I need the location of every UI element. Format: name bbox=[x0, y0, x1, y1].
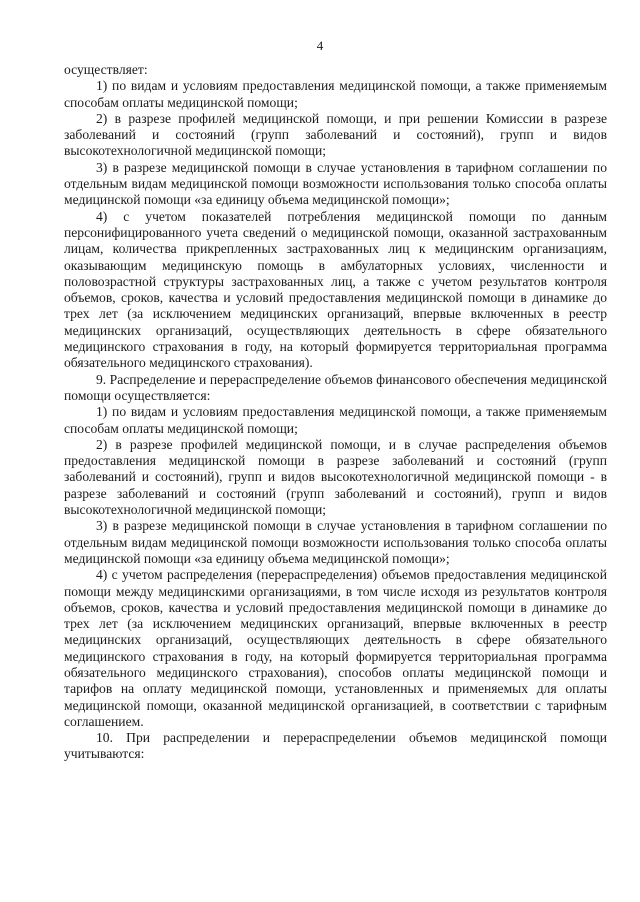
paragraph: 3) в разрезе медицинской помощи в случае установления в тарифном соглашении по отдельным видам медицинской помощи возможности использования только способа оплаты медицинской помощи «за единицу объема медицинской помощи»; bbox=[64, 159, 607, 208]
document-body bbox=[64, 62, 607, 763]
paragraph: 3) в разрезе медицинской помощи в случае установления в тарифном соглашении по отдельным видам медицинской помощи возможности использования только способа оплаты медицинской помощи «за единицу объема медицинской помощи»; bbox=[64, 518, 607, 566]
paragraph: 4) с учетом показателей потребления медицинской помощи по данным персонифицированного учета сведений о медицинской помощи, оказанной застрахованным лицам, количества прикрепленных застрахованных лиц к медицинским организациям, оказывающим медицинскую помощь в амбулаторных условиях, численности и половозрастной структуры застрахованных лиц, а также с учетом результатов контроля объемов, сроков, качества и условий предоставления медицинской помощи в динамике до трех лет (за исключением медицинских организаций, впервые включенных в реестр медицинских организаций, осуществляющих деятельность в сфере обязательного медицинского страхования в году, на который формируется территориальная программа обязательного медицинского страхования). bbox=[64, 208, 607, 371]
paragraph: осуществляет: bbox=[64, 62, 148, 77]
paragraph: 4) с учетом распределения (перераспределения) объемов предоставления медицинской помощи между медицинскими организациями, в том числе исходя из результатов контроля объемов, сроков, качества и условий предоставления медицинской помощи в динамике до трех лет (за исключением медицинских организаций, впервые включенных в реестр медицинских организаций, осуществляющих деятельность в сфере обязательного медицинского страхования в году, на который формируется территориальная программа обязательного медицинского страхования), способов оплаты медицинской помощи и тарифов на оплату медицинской помощи, установленных и применяемых для оплаты медицинской помощи, оказанной медицинской организацией, в соответствии с тарифным соглашением. bbox=[64, 567, 607, 729]
paragraph: 1) по видам и условиям предоставления медицинской помощи, а также применяемым способам оплаты медицинской помощи; bbox=[64, 78, 607, 110]
paragraph: 1) по видам и условиям предоставления медицинской помощи, а также применяемым способам оплаты медицинской помощи; bbox=[64, 404, 607, 436]
paragraph: 2) в разрезе профилей медицинской помощи, и при решении Комиссии в разрезе заболеваний и состояний (групп заболеваний и состояний), групп и видов высокотехнологичной медицинской помощи; bbox=[64, 110, 607, 159]
section-heading-paragraph: 9. Распределение и перераспределение объемов финансового обеспечения медицинской помощи осуществляется: bbox=[64, 371, 607, 403]
paragraph: 2) в разрезе профилей медицинской помощи, и в случае распределения объемов предоставления медицинской помощи в разрезе заболеваний и состояний (групп заболеваний и состояний), групп и видов высокотехнологичной медицинской помощи - в разрезе заболеваний и состояний (групп заболеваний и состояний), групп и видов высокотехнологичной медицинской помощи; bbox=[64, 436, 607, 518]
section-heading-paragraph: 10. При распределении и перераспределении объемов медицинской помощи учитываются: bbox=[64, 730, 607, 762]
page-number: 4 bbox=[316, 38, 324, 53]
